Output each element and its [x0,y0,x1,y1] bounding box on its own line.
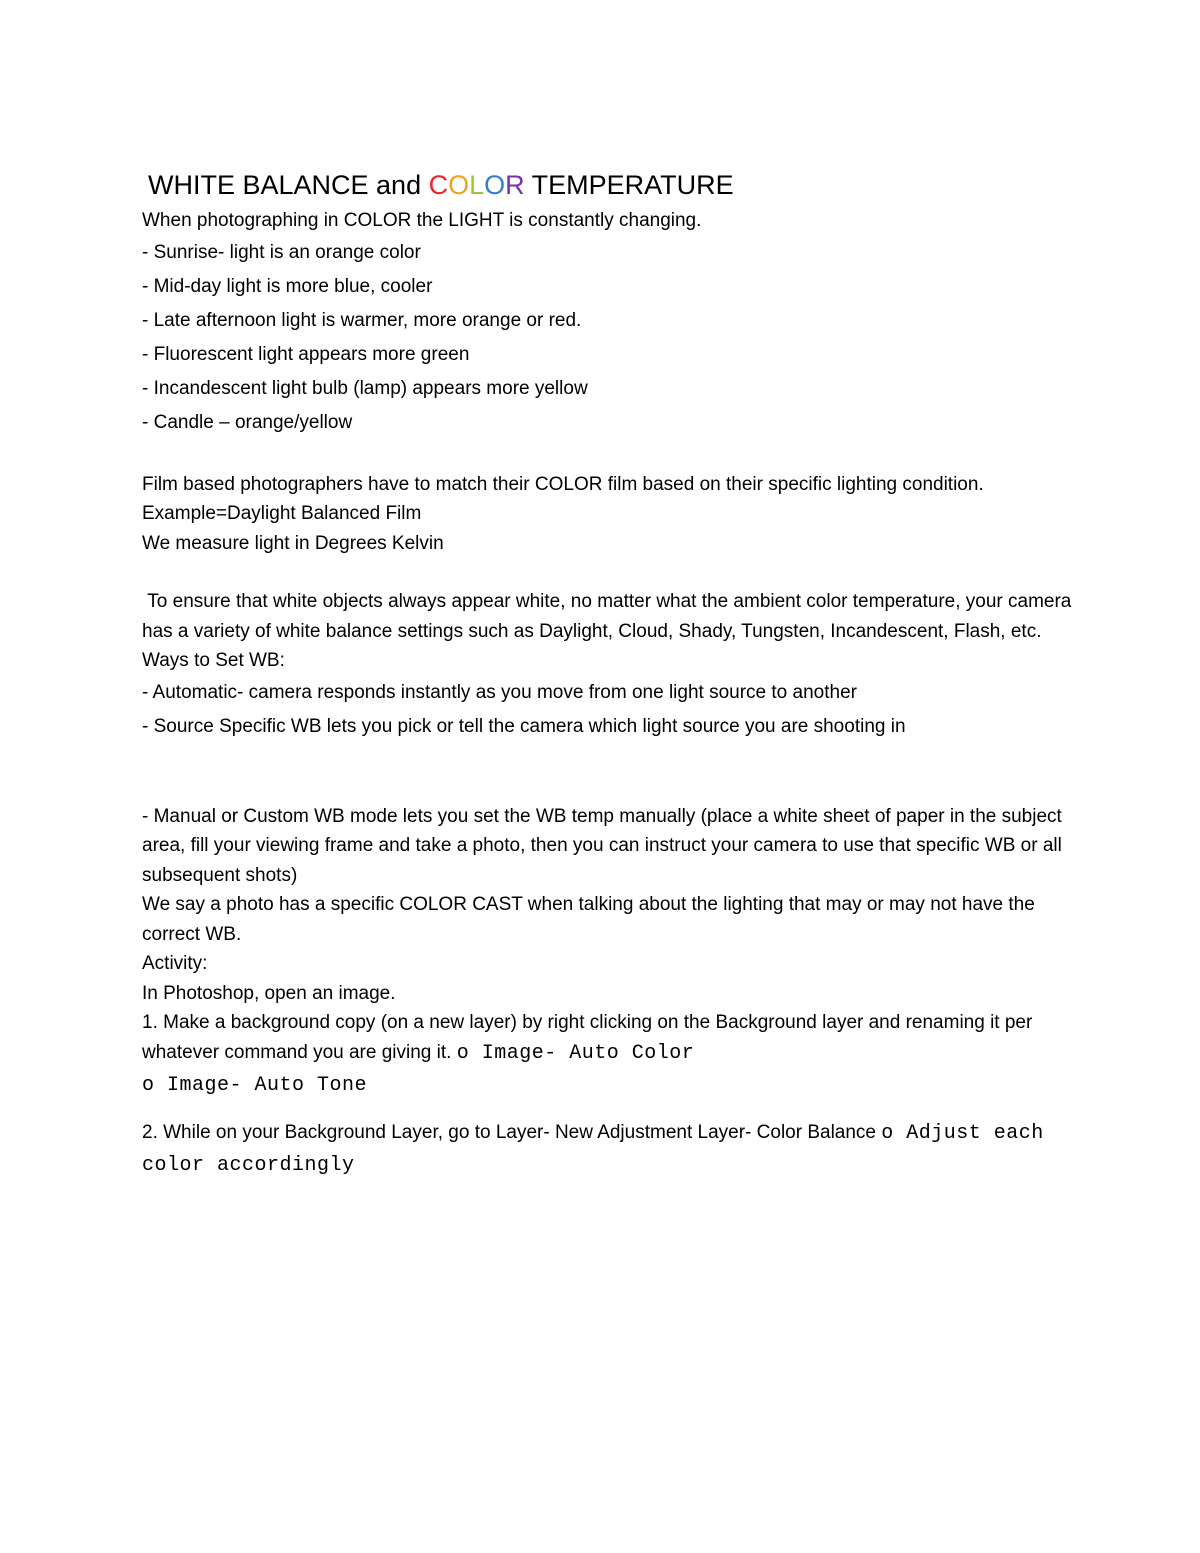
manual-paragraph: - Manual or Custom WB mode lets you set the WB temp manually (place a white sheet of paper in the subject area, fill your viewing frame and take a photo, then you can instruct your camera to use that specific WB or all subsequent shots) [142,805,1062,886]
ensure-paragraph: To ensure that white objects always appear white, no matter what the ambient color temperature, your camera has a variety of white balance settings such as Daylight, Cloud, Shady, Tungsten, Incandescent, Flash, etc. [142,591,1077,642]
list-item-afternoon: - Late afternoon light is warmer, more orange or red. [142,309,582,331]
page-title [148,168,1072,202]
film-line-3: We measure light in Degrees Kelvin [142,532,444,554]
step-1-sub-2: o Image- Auto Tone [142,1074,368,1097]
document-body [142,168,1077,1181]
intro-text: When photographing in COLOR the LIGHT is constantly changing. [142,210,702,231]
title-color-letter-l: L [469,170,485,200]
step-2-sub-1: o Adjust each color accordingly [142,1122,1044,1177]
list-item-midday: - Mid-day light is more blue, cooler [142,275,433,297]
title-part-2: TEMPERATURE [524,170,734,200]
step-1-sub-1: o Image- Auto Color [456,1041,695,1065]
title-color-letter-o2: O [484,170,506,200]
list-item-incandescent: - Incandescent light bulb (lamp) appears more yellow [142,377,588,399]
activity-heading: Activity: [142,953,208,974]
step-1 [142,1008,1072,1068]
title-part-1: WHITE BALANCE and [148,170,429,200]
step-2-text: 2. While on your Background Layer, go to Layer- New Adjustment Layer- Color Balance [142,1122,876,1143]
spacer [142,744,1072,802]
list-item-fluorescent: - Fluorescent light appears more green [142,343,470,365]
title-color-letter-c: C [428,170,449,200]
ways-item-automatic: - Automatic- camera responds instantly as you move from one light source to another [142,681,857,703]
title-color-letter-o1: O [448,170,470,200]
film-line-1: Film based photographers have to match their COLOR film based on their specific lighting condition. [142,473,984,495]
color-cast-paragraph: We say a photo has a specific COLOR CAST when talking about the lighting that may or may not have the correct WB. [142,894,1035,945]
list-item-sunrise: - Sunrise- light is an orange color [142,241,421,263]
activity-intro: In Photoshop, open an image. [142,982,396,1004]
light-list [142,236,1072,440]
ways-item-source-specific: - Source Specific WB lets you pick or tell the camera which light source you are shooting in [142,715,906,737]
list-item-candle: - Candle – orange/yellow [142,411,353,433]
title-color-letter-r: R [505,170,525,200]
spacer [142,558,1072,587]
spacer [142,440,1072,470]
step-1-text: 1. Make a background copy (on a new layer) by right clicking on the Background layer and renaming it per whatever command you are giving it. [142,1012,1033,1063]
ways-heading: Ways to Set WB: [142,650,285,671]
film-line-2: Example=Daylight Balanced Film [142,503,422,524]
step-2 [142,1117,1072,1181]
